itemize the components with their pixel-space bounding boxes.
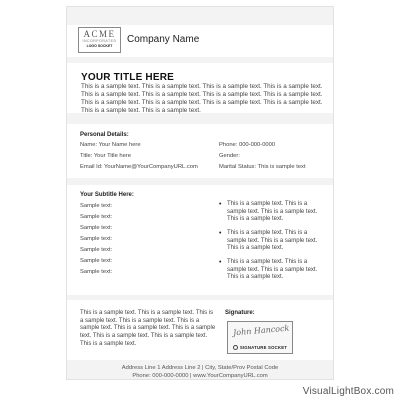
company-logo bbox=[78, 27, 121, 53]
bullet-item bbox=[219, 230, 327, 253]
signature-socket-text: SIGNATURE SOCKET bbox=[239, 345, 288, 350]
bullet-icon: • bbox=[219, 259, 222, 266]
email-field: Email Id: YourName@YourCompanyURL.com bbox=[80, 164, 198, 170]
bullet-icon: • bbox=[219, 201, 222, 208]
signature-box bbox=[227, 321, 293, 354]
title-band bbox=[67, 63, 333, 113]
title-field: Title: Your Title here bbox=[80, 153, 132, 159]
bullet-item bbox=[219, 201, 327, 224]
signature-script: John Hancock bbox=[232, 323, 290, 338]
closing-paragraph: This is a sample text. This is a sample text. This is a sample text. This is a sample text. This is a sample text. This is a sample text. This is a sample text. This is a sample text. This is a sample text. This is a sample text. bbox=[80, 310, 216, 347]
footer-contact: Phone: 000-000-0000 | www.YourCompanyURL.com bbox=[132, 373, 268, 379]
personal-details-heading: Personal Details: bbox=[80, 132, 129, 138]
sample-text-item: Sample text: bbox=[80, 236, 113, 242]
sample-text-item: Sample text: bbox=[80, 225, 113, 231]
bullet-text: This is a sample text. This is a sample text. This is a sample text. This is a sample text. bbox=[227, 201, 318, 223]
document-sheet bbox=[66, 6, 334, 380]
sample-text-item: Sample text: bbox=[80, 247, 113, 253]
bullet-icon: • bbox=[219, 230, 222, 237]
watermark-text: VisualLightBox.com bbox=[302, 386, 394, 397]
gender-field: Gender: bbox=[219, 153, 240, 159]
phone-field: Phone: 000-000-0000 bbox=[219, 142, 276, 148]
footer-address: Address Line 1 Address Line 2 | City, State/Prov Postal Code bbox=[121, 365, 279, 371]
document-title: YOUR TITLE HERE bbox=[81, 72, 175, 83]
bullet-item bbox=[219, 259, 327, 282]
personal-details-section bbox=[67, 124, 333, 178]
circle-icon bbox=[233, 345, 238, 350]
subtitle-section bbox=[67, 185, 333, 295]
name-field: Name: Your Name here bbox=[80, 142, 141, 148]
bullet-text: This is a sample text. This is a sample text. This is a sample text. This is a sample text. bbox=[227, 259, 318, 281]
company-name: Company Name bbox=[127, 34, 200, 45]
sample-text-item: Sample text: bbox=[80, 269, 113, 275]
bullet-text: This is a sample text. This is a sample text. This is a sample text. This is a sample text. bbox=[227, 230, 318, 252]
signature-section bbox=[67, 300, 333, 360]
sample-text-item: Sample text: bbox=[80, 258, 113, 264]
subtitle-heading: Your Subtitle Here: bbox=[80, 192, 134, 198]
signature-label: Signature: bbox=[225, 310, 255, 316]
logo-line-1: ACME bbox=[83, 29, 116, 39]
signature-socket-label bbox=[228, 345, 292, 350]
marital-status-field: Marital Status: This is sample text bbox=[219, 164, 306, 170]
logo-line-3: LOGO SOCKET bbox=[86, 44, 113, 48]
sample-text-item: Sample text: bbox=[80, 203, 113, 209]
header-band bbox=[67, 25, 333, 57]
sample-text-item: Sample text: bbox=[80, 214, 113, 220]
intro-paragraph: This is a sample text. This is a sample text. This is a sample text. This is a sample text. This is a sample text. This is a sample text. This is a sample text. This is a sample text. This is a sample text. This is a sample text. This is a sample text. This is a sample text. This is a sample text. This is a sample text. bbox=[81, 83, 323, 114]
logo-line-2: INCORPORATED bbox=[82, 39, 117, 43]
